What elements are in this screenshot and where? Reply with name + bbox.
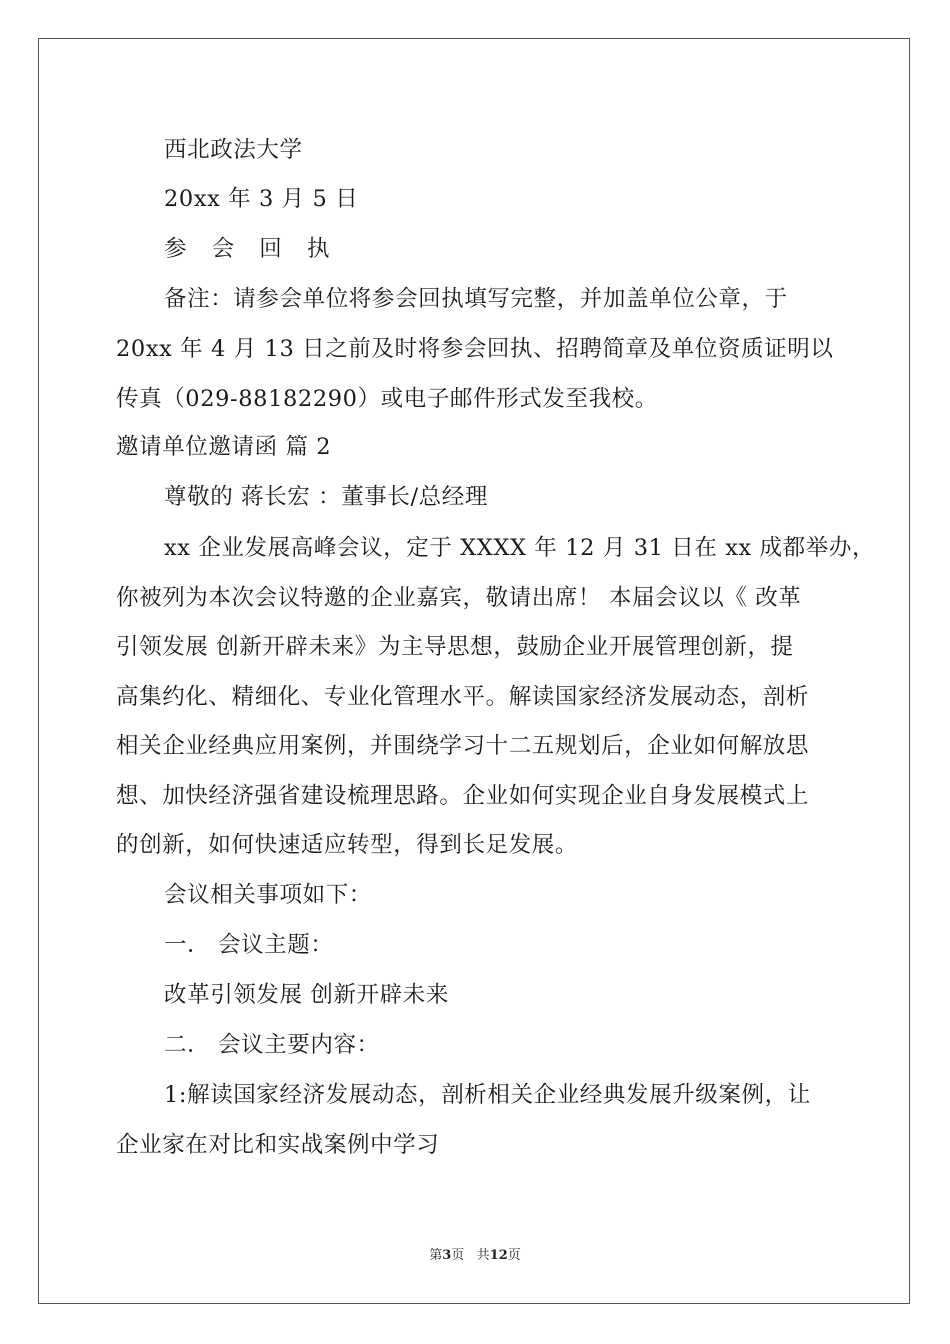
footer-prefix: 第	[429, 1248, 443, 1263]
salutation: 尊敬的 蒋长宏 ：董事长/总经理	[164, 484, 488, 510]
body-line-3: 引领发展 创新开辟未来》为主导思想，鼓励企业开展管理创新，提	[116, 634, 794, 660]
note-line-1: 备注：请参会单位将参会回执填写完整，并加盖单位公章，于	[164, 286, 788, 312]
body-line-4: 高集约化、精细化、专业化管理水平。解读国家经济发展动态，剖析	[116, 684, 810, 710]
note-line-3: 传真（029-88182290）或电子邮件形式发至我校。	[116, 386, 658, 412]
school-name: 西北政法大学	[164, 137, 303, 163]
item-1-heading: 一． 会议主题：	[164, 932, 334, 958]
body-line-5: 相关企业经典应用案例，并围绕学习十二五规划后，企业如何解放思	[116, 733, 810, 759]
item-2-heading: 二． 会议主要内容：	[164, 1032, 380, 1058]
footer-total-suffix: 页	[507, 1248, 521, 1263]
current-page-number: 3	[442, 1248, 452, 1263]
body-line-1: xx 企业发展高峰会议，定于 XXXX 年 12 月 31 日在 xx 成都举办，	[164, 535, 876, 561]
page-border	[38, 38, 910, 1304]
body-line-2: 你被列为本次会议特邀的企业嘉宾，敬请出席！ 本届会议以《 改革	[116, 585, 802, 611]
body-line-6: 想、加快经济强省建设梳理思路。企业如何实现企业自身发展模式上	[116, 783, 810, 809]
body-line-7: 的创新，如何快速适应转型，得到长足发展。	[116, 832, 579, 858]
page-footer	[0, 1247, 950, 1265]
footer-total-prefix: 共	[476, 1248, 490, 1263]
total-pages-number: 12	[489, 1248, 508, 1263]
matters-intro: 会议相关事项如下：	[164, 882, 372, 908]
item-2-point-1: 1:解读国家经济发展动态，剖析相关企业经典发展升级案例，让	[164, 1082, 811, 1108]
item-2-point-1-cont: 企业家在对比和实战案例中学习	[116, 1132, 440, 1158]
receipt-heading: 参 会 回 执	[164, 236, 339, 262]
note-line-2: 20xx 年 4 月 13 日之前及时将参会回执、招聘简章及单位资质证明以	[116, 336, 834, 362]
item-1-content: 改革引领发展 创新开辟未来	[164, 982, 449, 1008]
section-title: 邀请单位邀请函 篇 2	[116, 434, 332, 460]
footer-page-suffix: 页	[451, 1248, 465, 1263]
letter-date: 20xx 年 3 月 5 日	[164, 186, 359, 212]
